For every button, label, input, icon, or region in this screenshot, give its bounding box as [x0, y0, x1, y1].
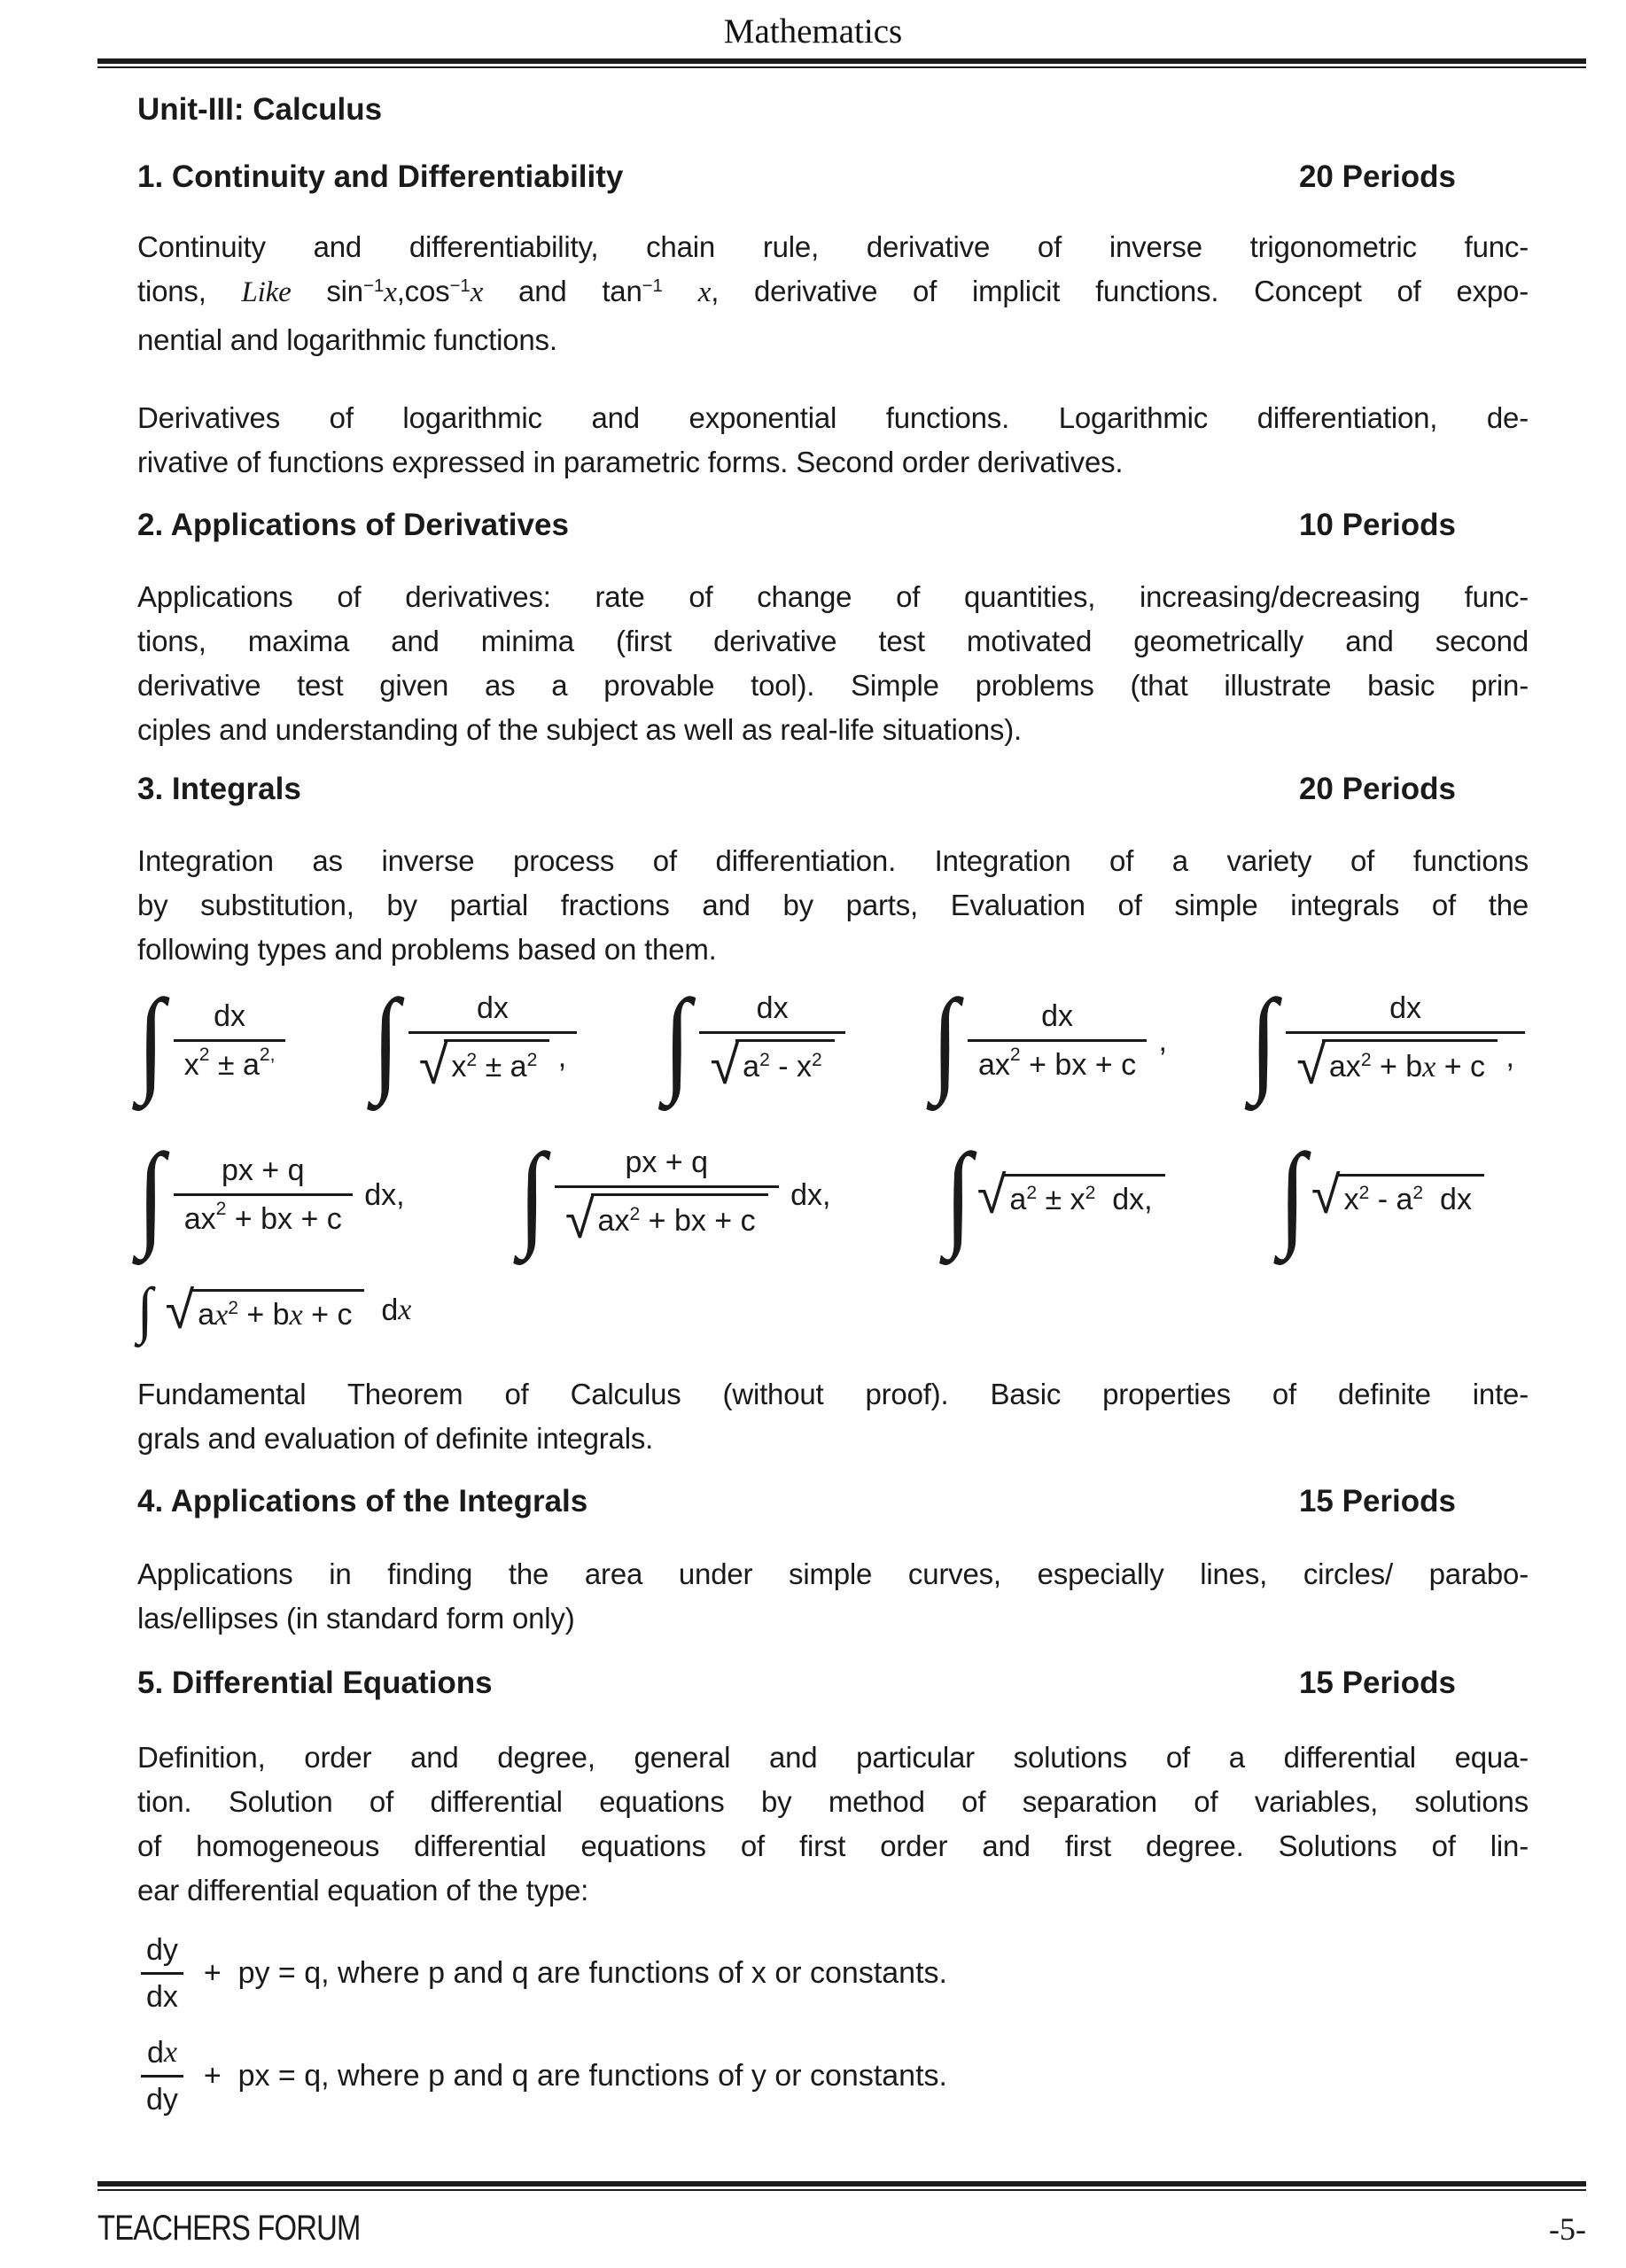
- body-line: Integration as inverse process of differentiation. Integration of a variety of functions: [137, 844, 1529, 877]
- section-heading-3: [137, 771, 1529, 808]
- body-line: Continuity and differentiability, chain rule, derivative of inverse trigonometric func-: [137, 230, 1529, 263]
- body-line: ear differential equation of the type:: [137, 1874, 589, 1907]
- integral-formula-2: ∫ dx √ $x^2 \pm a^2$ ,: [372, 990, 580, 1092]
- equation-1-formula: $\frac{dy}{dx}$ + py = q, where p and q are functions of x or constants.: [137, 1932, 947, 2015]
- body-line: Fundamental Theorem of Calculus (without proof). Basic properties of definite inte-: [137, 1378, 1529, 1410]
- body-line: las/ellipses (in standard form only): [137, 1602, 575, 1635]
- body-line: of homogeneous differential equations of first order and first degree. Solutions of lin-: [137, 1829, 1529, 1862]
- paragraph-fundamental-theorem: [137, 1372, 1529, 1461]
- integral-formula-3: ∫ dx √ $a^2 - x^2$: [664, 990, 849, 1092]
- paragraph-applications-derivatives: [137, 575, 1529, 752]
- section-1-periods: 20 Periods: [1298, 159, 1456, 194]
- section-heading-2: [137, 507, 1529, 544]
- equation-dy-dx: [137, 1927, 1529, 2019]
- paragraph-integration: [137, 839, 1529, 972]
- unit-title: Unit-III: Calculus: [137, 92, 383, 127]
- section-2-title: 2. Applications of Derivatives: [137, 508, 569, 542]
- section-5-title: 5. Differential Equations: [137, 1666, 493, 1700]
- paragraph-continuity: [137, 225, 1529, 362]
- body-line: grals and evaluation of definite integrals.: [137, 1422, 654, 1455]
- body-line: tions, maxima and minima (first derivative test motivated geometrically and second: [137, 625, 1529, 657]
- body-line: following types and problems based on them.: [137, 933, 717, 966]
- integral-formula-7: ∫ px + q √ $ax^2$ + bx + c dx,: [518, 1130, 831, 1260]
- equation-2-formula: d x dy + px = q, where p and q are functions of y or constants.: [137, 2035, 947, 2117]
- body-line: Definition, order and degree, general and particular solutions of a differential equa-: [137, 1741, 1529, 1774]
- integral-formula-5: ∫ dx √ $ax^2$ + bx + c ,: [1250, 990, 1529, 1092]
- integral-formula-8: ∫ √ $a^2 \pm x^2$ dx,: [945, 1148, 1165, 1242]
- footer-publisher: TEACHERS FORUM: [97, 2209, 361, 2248]
- integral-row-2: [137, 1128, 1484, 1262]
- section-1-title: 1. Continuity and Differentiability: [137, 159, 624, 194]
- body-line: nential and logarithmic functions.: [137, 323, 557, 356]
- body-line: Applications of derivatives: rate of change of quantities, increasing/decreasing func-: [137, 580, 1529, 613]
- body-line: rivative of functions expressed in parametric forms. Second order derivatives.: [137, 446, 1124, 478]
- body-line-formula: tions, Like $\sin^{-1}x,\cos^{-1}x$ and $\tan^{-1} x$, derivative of implicit functions. Concept of expo-: [137, 275, 1529, 308]
- equation-dx-dy: [137, 2030, 1529, 2122]
- integral-formula-6: ∫ px + q ax 2 + bx + c dx,: [137, 1130, 405, 1260]
- body-line: ciples and understanding of the subject as well as real-life situations).: [137, 713, 1022, 746]
- section-5-periods: 15 Periods: [1298, 1666, 1456, 1700]
- section-heading-5: [137, 1665, 1529, 1702]
- body-line: by substitution, by partial fractions and by parts, Evaluation of simple integrals of the: [137, 889, 1529, 921]
- page-footer: [97, 2181, 1586, 2249]
- section-3-periods: 20 Periods: [1298, 772, 1456, 806]
- integral-formula-1: ∫ dx x 2 ± a 2,: [137, 994, 289, 1088]
- section-3-title: 3. Integrals: [137, 772, 301, 806]
- page-title: Mathematics: [723, 12, 903, 50]
- integral-row-3: [137, 1273, 1529, 1348]
- section-heading-1: [137, 159, 1529, 196]
- body-line: derivative test given as a provable tool). Simple problems (that illustrate basic prin-: [137, 669, 1529, 702]
- section-heading-4: [137, 1483, 1529, 1520]
- footer-rule: [97, 2181, 1586, 2191]
- body-line: Derivatives of logarithmic and exponential functions. Logarithmic differentiation, de-: [137, 401, 1529, 434]
- page-number: -5-: [1549, 2211, 1586, 2247]
- paragraph-differential-equations: [137, 1736, 1529, 1913]
- section-4-title: 4. Applications of the Integrals: [137, 1484, 588, 1518]
- paragraph-derivatives-log-exp: [137, 396, 1529, 485]
- page-content: [137, 91, 1529, 2122]
- integral-row-1: [137, 974, 1529, 1108]
- section-4-periods: 15 Periods: [1298, 1484, 1456, 1518]
- body-line: tion. Solution of differential equations by method of separation of variables, solutions: [137, 1785, 1529, 1818]
- section-2-periods: 10 Periods: [1298, 508, 1456, 542]
- paragraph-area-under-curves: [137, 1552, 1529, 1641]
- integral-formula-10: ∫ √ $ax^2$ + bx + c d x: [137, 1275, 412, 1345]
- header-rule: [97, 58, 1586, 68]
- integral-formula-9: ∫ √ $x^2 - a^2$ dx: [1279, 1148, 1484, 1242]
- integral-formula-4: ∫ dx ax 2 + bx + c ,: [931, 975, 1167, 1106]
- body-line: Applications in finding the area under simple curves, especially lines, circles/ parabo-: [137, 1557, 1529, 1590]
